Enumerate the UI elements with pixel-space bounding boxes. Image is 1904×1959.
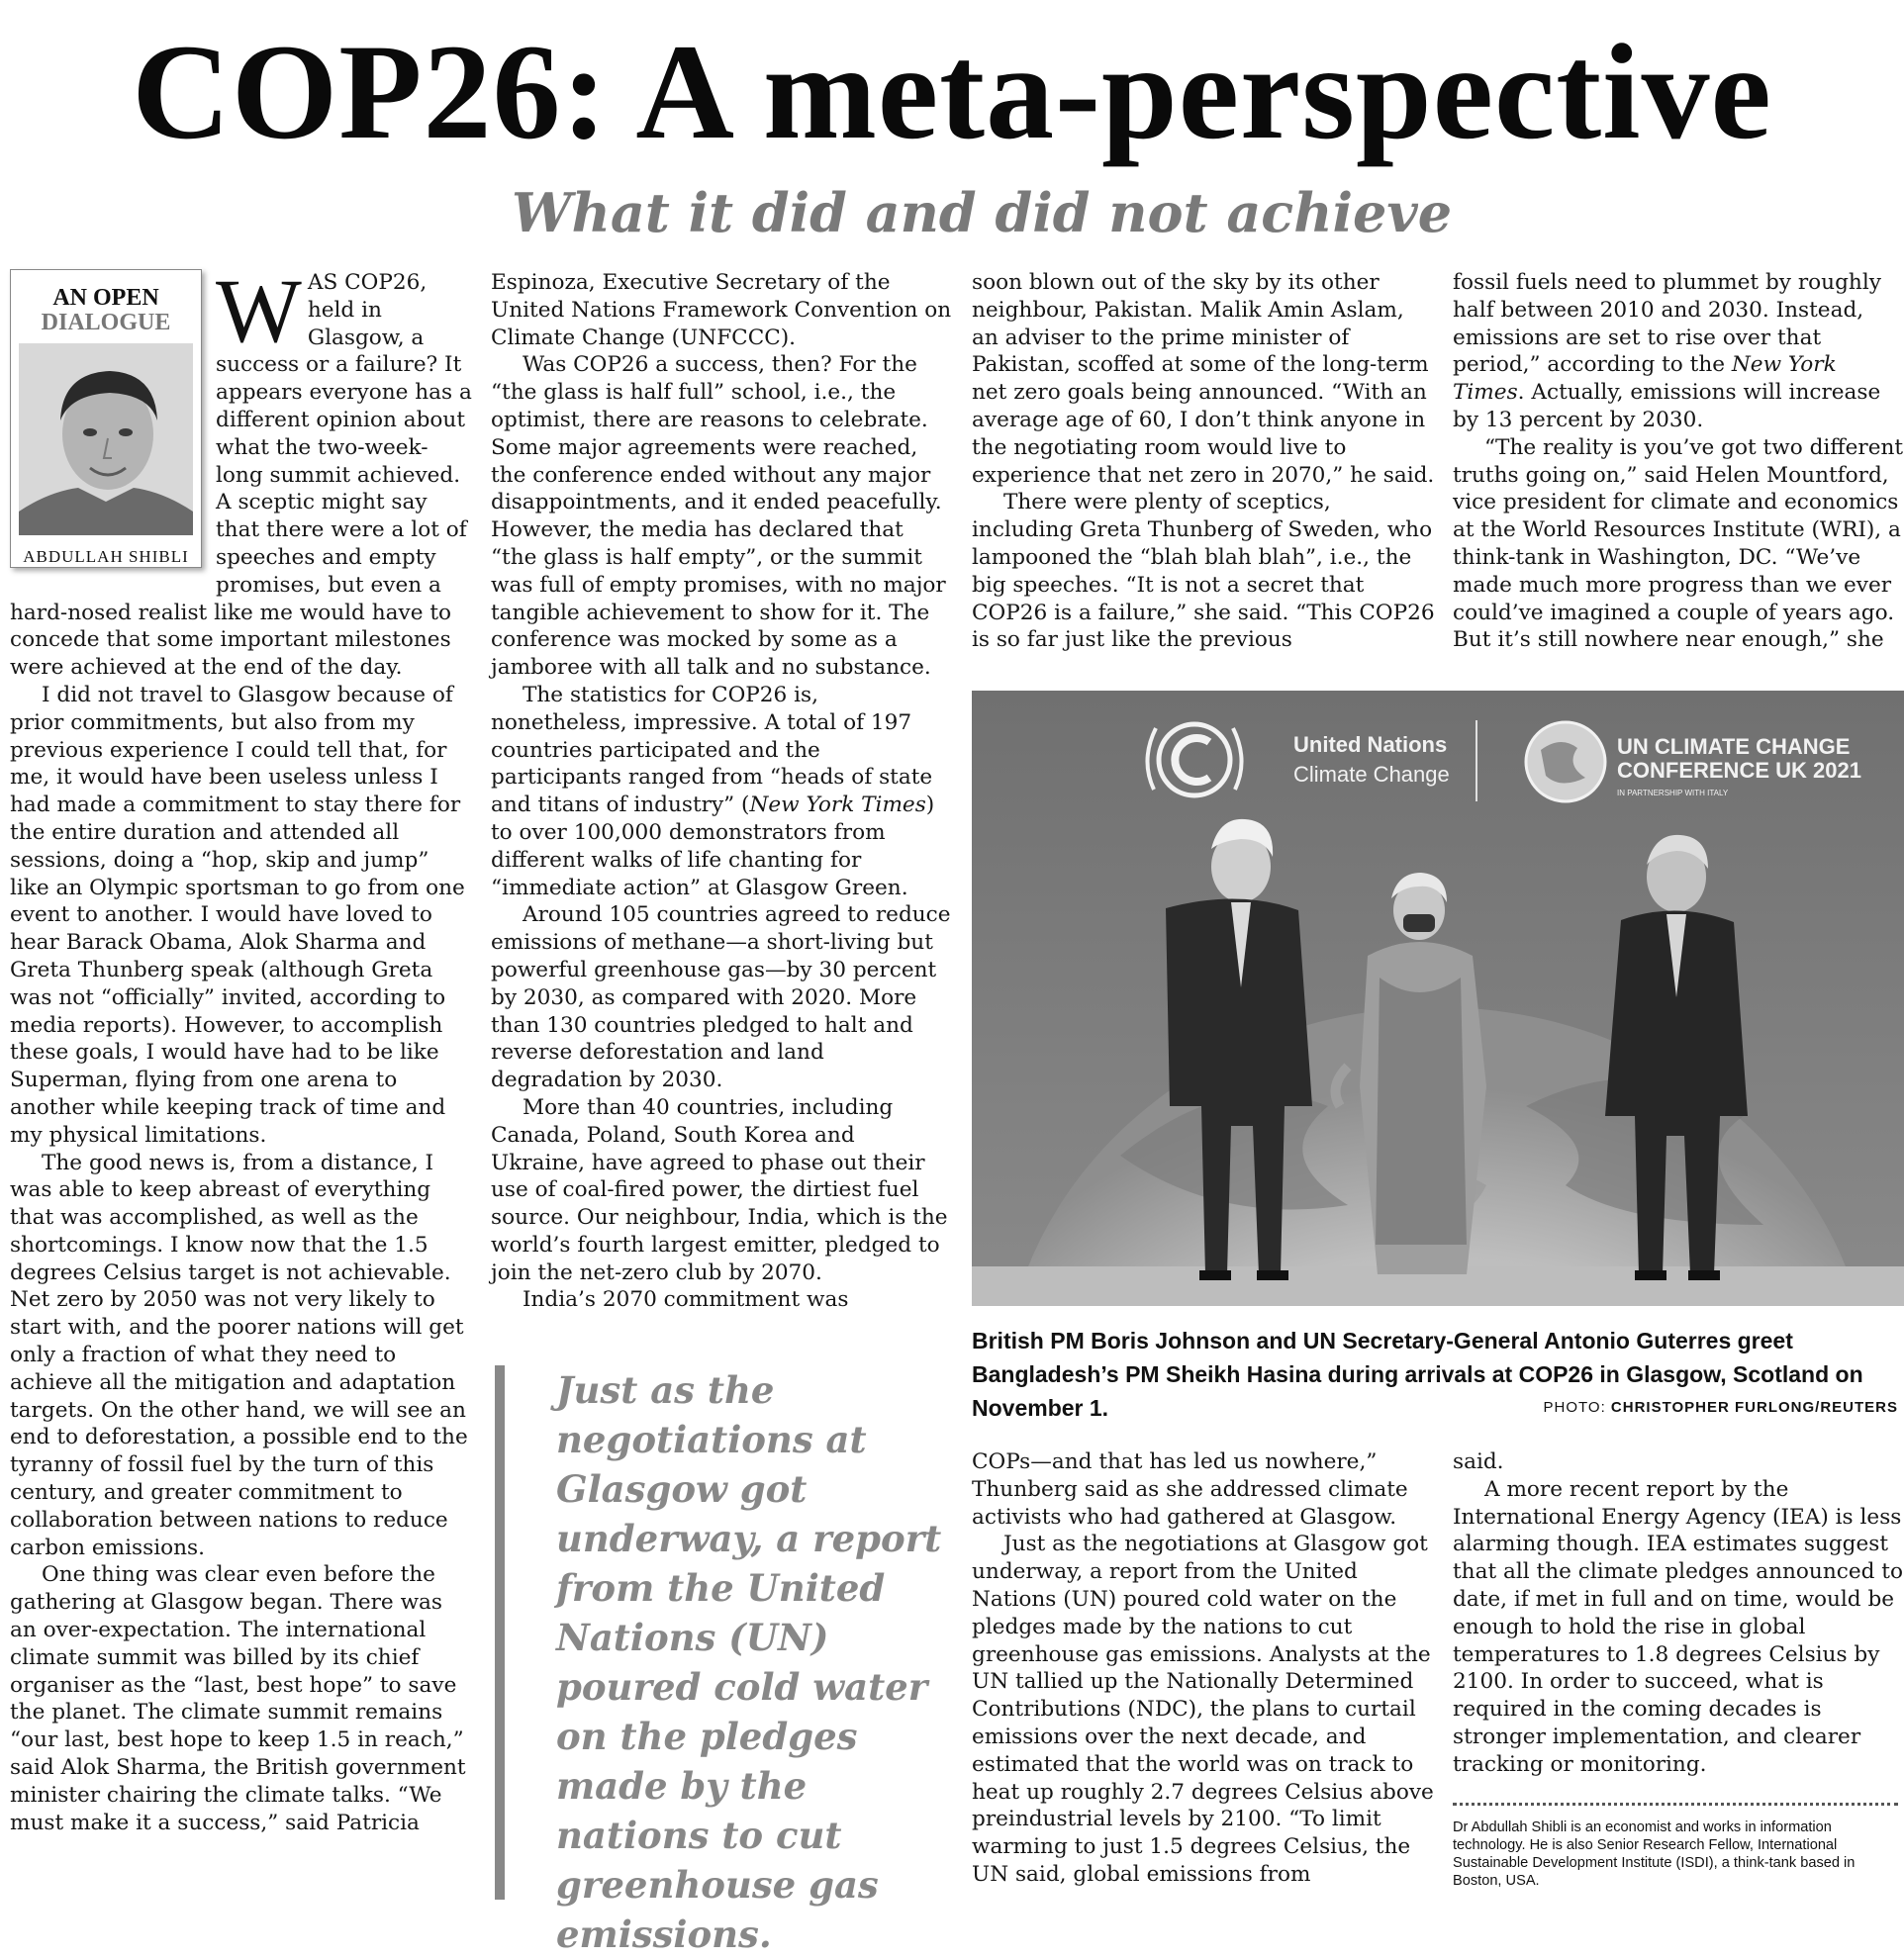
column-2 — [491, 269, 954, 1314]
paragraph: “The reality is you’ve got two different truths going on,” said Helen Mountford, vice president for climate and economics at the World Resources Institute (WRI), a think-tank in Washington, DC. “We’ve made much more progress than we ever could’ve imagined a couple of years ago. But it’s still nowhere near enough,” she — [1453, 434, 1904, 653]
author-portrait — [19, 343, 193, 535]
column-4 — [1453, 269, 1904, 654]
photo-caption: British PM Boris Johnson and UN Secretary-General Antonio Guterres greet Bangladesh’s PM Sheikh Hasina during arrivals at COP26 in Glasgow, Scotland on November 1. — [972, 1328, 1863, 1421]
cop-logo-line3: IN PARTNERSHIP WITH ITALY — [1617, 789, 1729, 797]
dotted-divider — [1453, 1803, 1898, 1806]
column-3 — [972, 269, 1435, 654]
column-3-continued — [972, 1448, 1435, 1889]
paragraph: Around 105 countries agreed to reduce emissions of methane—a short-living but powerful greenhouse gas—by 30 percent by 2030, as compared with 2020. More than 130 countries pledged to halt and reverse deforestation and land degradation by 2030. — [491, 902, 951, 1093]
headline: COP26: A meta-perspective — [132, 16, 1772, 167]
byline-author: ABDULLAH SHIBLI — [23, 547, 189, 566]
un-name-line2: Climate Change — [1293, 762, 1450, 787]
paragraph: Espinoza, Executive Secretary of the United Nations Framework Convention on Climate Change (UNFCCC). — [491, 270, 952, 350]
column-1 — [10, 260, 473, 1836]
drop-cap: W — [216, 260, 302, 361]
pull-quote — [495, 1365, 942, 1956]
paragraph: One thing was clear even before the gathering at Glasgow began. There was an over-expectation. The international climate summit was billed by its chief organiser as the “last, best hope” to save the planet. The climate summit remains “our last, best hope to keep 1.5 in reach,” said Alok Sharma, the British government minister chairing the climate talks. “We must make it a success,” said Patricia — [10, 1562, 466, 1835]
paragraph: The statistics for COP26 is, nonetheless, impressive. A total of 197 countries participated and the participants ranged from “heads of state and titans of industry” (New York Times) to over 100,000 demonstrators from different walks of life chanting for “immediate action” at Glasgow Green. — [491, 682, 935, 900]
paragraph: A more recent report by the International Energy Agency (IEA) is less alarming though. IEA estimates suggest that all the climate pledges announced to date, if met in full and on time, would be enough to hold the rise in global temperatures to 1.8 degrees Celsius by 2100. In order to succeed, what is required in the coming decades is stronger implementation, and clearer tracking or monitoring. — [1453, 1476, 1903, 1777]
pull-quote-text: Just as the negotiations at Glasgow got underway, a report from the United Nations (UN) poured cold water on the pledges made by the nations to cut greenhouse gas emissions. — [556, 1368, 942, 1956]
paragraph: WAS COP26, held in Glasgow, a success or a failure? It appears everyone has a different opinion about what the two-week-long summit achieved. A sceptic might say that there were a lot of speeches and empty promises, but even a hard-nosed realist like me would have to concede that some important milestones were achieved at the end of the day. — [10, 260, 472, 681]
author-bio: Dr Abdullah Shibli is an economist and works in information technology. He is also Senior Research Fellow, International Sustainable Development Institute (ISDI), a think-tank based in Boston, USA. — [1453, 1819, 1856, 1889]
photo-credit: PHOTO: CHRISTOPHER FURLONG/REUTERS — [1543, 1399, 1898, 1416]
paragraph: Was COP26 a success, then? For the “the glass is half full” school, i.e., the optimist, there are reasons to celebrate. Some major agreements were reached, the conference ended without any major disappointments, and it ended peacefully. However, the media has declared that “the glass is half empty”, or the summit was full of empty promises, with no major tangible achievement to show for it. The conference was mocked by some as a jamboree with all talk and no substance. — [491, 352, 946, 681]
paragraph: I did not travel to Glasgow because of prior commitments, but also from my previous experience I could tell that, for me, it would have been useless unless I had made a commitment to stay there for the entire duration and attended all sessions, doing a “hop, skip and jump” like an Olympic sportsman to go from one event to another. I would have loved to hear Barack Obama, Alok Sharma and Greta Thunberg speak (although Greta was not “officially” invited, according to media reports). However, to accomplish these goals, I would have had to be like Superman, flying from one arena to another while keeping track of time and my physical limitations. — [10, 682, 465, 1148]
cop-logo-line1: UN CLIMATE CHANGE — [1617, 734, 1851, 759]
news-photo — [972, 691, 1904, 1306]
byline-label-top: AN OPEN — [52, 285, 159, 311]
paragraph: The good news is, from a distance, I was able to keep abreast of everything that was accomplished, as well as the shortcomings. I know now that the 1.5 degrees Celsius target is not achievable. Net zero by 2050 was not very likely to start with, and the poorer nations will get only a fraction of what they need to achieve all the mitigation and adaptation targets. On the other hand, we will see an end to deforestation, a possible end to the tyranny of fossil fuel by the turn of this century, and greater commitment to collaboration between nations to reduce carbon emissions. — [10, 1150, 468, 1560]
paragraph: fossil fuels need to plummet by roughly half between 2010 and 2030. Instead, emissions are set to rise over that period,” according to the New York Times. Actually, emissions will increase by 13 percent by 2030. — [1453, 270, 1881, 432]
paragraph: soon blown out of the sky by its other neighbour, Pakistan. Malik Amin Aslam, an adviser to the prime minister of Pakistan, scoffed at some of the long-term net zero goals being announced. “With an average age of 60, I don’t think anyone in the negotiating room would live to experience that net zero in 2070,” he said. — [972, 270, 1435, 488]
paragraph: said. — [1453, 1449, 1504, 1474]
byline-label-bottom: DIALOGUE — [41, 310, 171, 335]
paragraph: Just as the negotiations at Glasgow got underway, a report from the United Nations (UN) poured cold water on the pledges made by the nations to cut greenhouse gas emissions. Analysts at the UN tallied up the Nationally Determined Contributions (NDC), the plans to curtail emissions over the next decade, and estimated that the world was on track to heat up roughly 2.7 degrees Celsius above preindustrial levels by 2100. “To limit warming to just 1.5 degrees Celsius, the UN said, global emissions from — [972, 1532, 1434, 1887]
cop-logo-line2: CONFERENCE UK 2021 — [1617, 758, 1861, 783]
un-name-line1: United Nations — [1293, 732, 1448, 757]
paragraph: India’s 2070 commitment was — [523, 1287, 849, 1313]
paragraph: There were plenty of sceptics, including Greta Thunberg of Sweden, who lampooned the “blah blah blah”, i.e., the big speeches. “It is not a secret that COP26 is a failure,” she said. “This COP26 is so far just like the previous — [972, 490, 1435, 653]
paragraph: More than 40 countries, including Canada, Poland, South Korea and Ukraine, have agreed to phase out their use of coal-fired power, the dirtiest fuel source. Our neighbour, India, which is the world’s fourth largest emitter, pledged to join the net-zero club by 2070. — [491, 1094, 948, 1285]
column-4-continued — [1453, 1448, 1904, 1779]
subheadline: What it did and did not achieve — [511, 181, 1453, 244]
paragraph: COPs—and that has led us nowhere,” Thunberg said as she addressed climate activists who had gathered at Glasgow. — [972, 1449, 1408, 1530]
photo-illustration — [972, 691, 1904, 1306]
byline-box — [10, 269, 202, 568]
